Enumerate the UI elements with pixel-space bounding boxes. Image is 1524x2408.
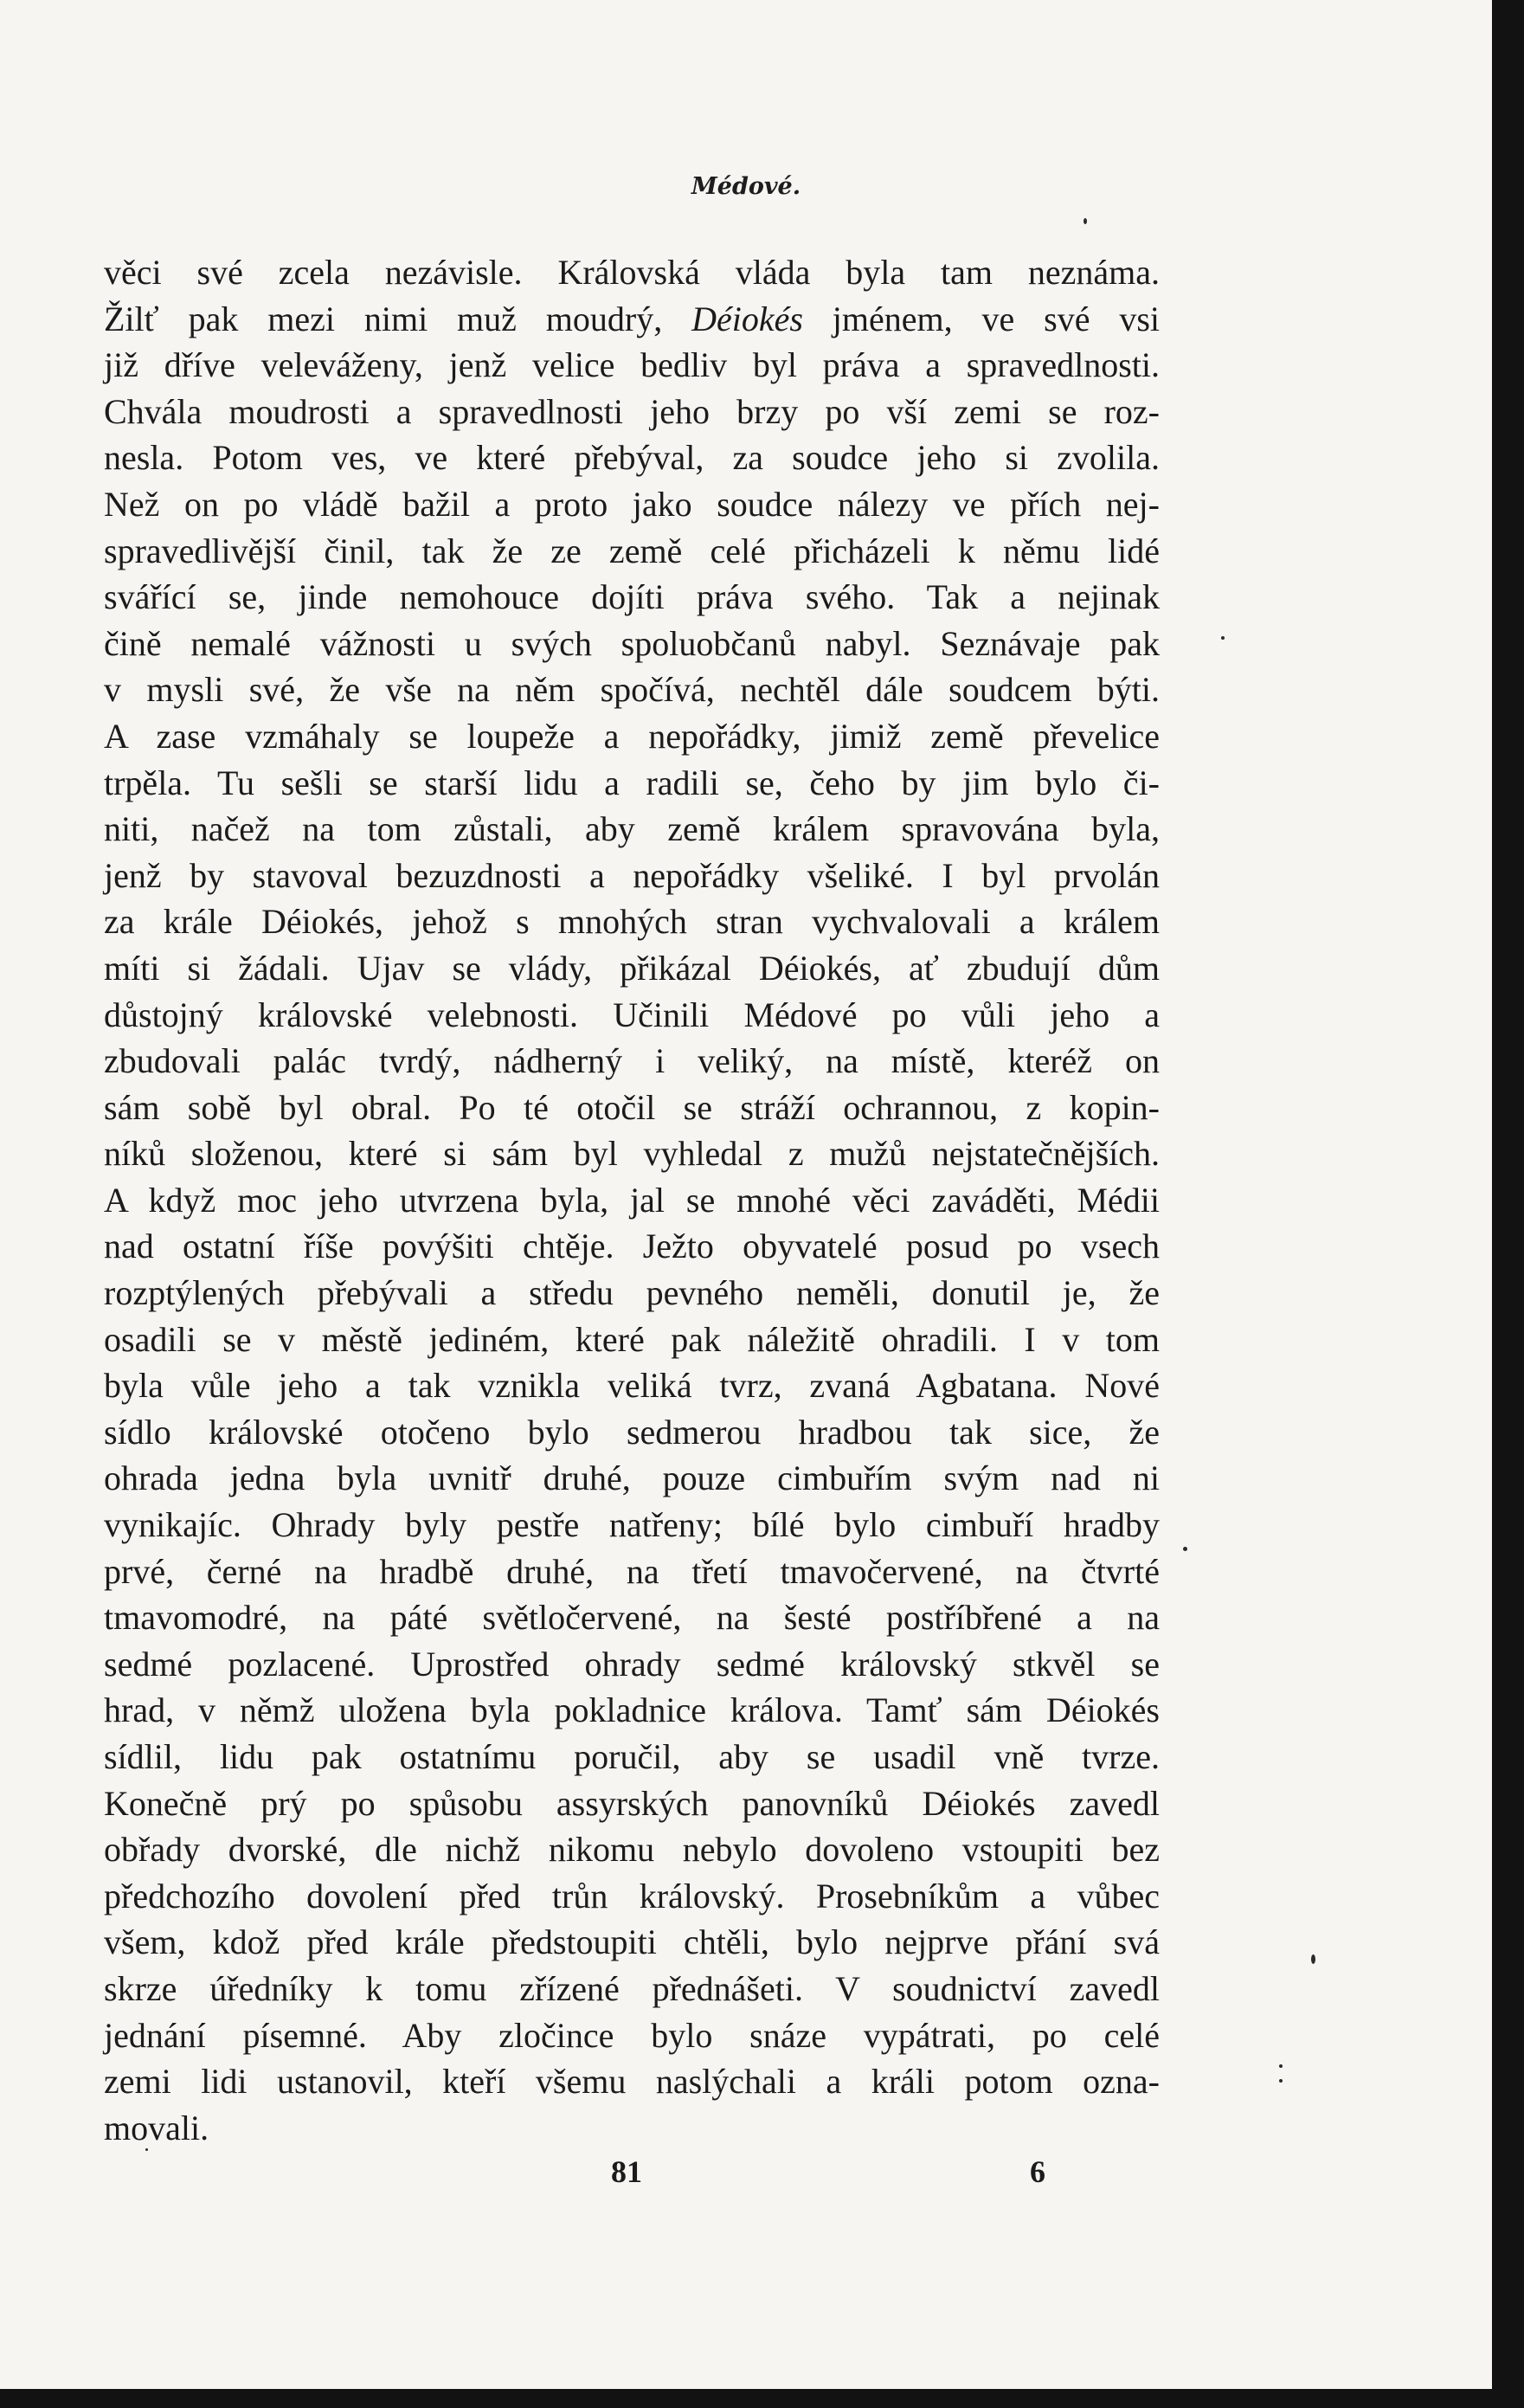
text-line: vynikajíc. Ohrady byly pestře natřeny; bílé bylo cimbuří hradby (104, 1505, 1160, 1545)
running-head: Médové. (691, 173, 801, 200)
ink-speck (145, 2148, 148, 2151)
text-line: jednání písemné. Aby zločince bylo snáze vypátrati, po celé (104, 2015, 1160, 2055)
text-line: obřady dvorské, dle nichž nikomu nebylo dovoleno vstoupiti bez (104, 1830, 1160, 1870)
text-line: všem, kdož před krále předstoupiti chtěli, bylo nejprve přání svá (104, 1922, 1160, 1962)
text-line: svářící se, jinde nemohouce dojíti práva svého. Tak a nejinak (104, 577, 1160, 617)
text-line: jenž by stavoval bezuzdnosti a nepořádky všeliké. I byl prvolán (104, 855, 1160, 895)
ink-speck (1084, 218, 1087, 224)
text-line: A zase vzmáhaly se loupeže a nepořádky, jimiž země převelice (104, 716, 1160, 756)
text-line: již dříve veleváženy, jenž velice bedliv byl práva a spravedlnosti. (104, 345, 1160, 385)
ink-speck (1221, 636, 1225, 640)
ink-speck (1183, 1547, 1187, 1551)
text-run: Žilť pak mezi nimi muž moudrý, (104, 299, 692, 338)
text-line: movali. (104, 2108, 209, 2147)
signature-mark: 6 (1030, 2154, 1045, 2189)
ink-speck (1279, 2079, 1283, 2083)
text-line: Než on po vládě bažil a proto jako soudce nálezy ve přích nej- (104, 484, 1160, 524)
text-line: Konečně prý po spůsobu assyrských panovníků Déiokés zavedl (104, 1783, 1160, 1823)
text-line: nad ostatní říše povýšiti chtěje. Ježto obyvatelé posud po vsech (104, 1227, 1160, 1266)
text-line: věci své zcela nezávisle. Královská vláda byla tam neznáma. (104, 253, 1160, 292)
scan-border-bottom (0, 2389, 1524, 2408)
text-line: Chvála moudrosti a spravedlnosti jeho brzy po vší zemi se roz- (104, 391, 1160, 431)
text-line: prvé, černé na hradbě druhé, na třetí tmavočervené, na čtvrté (104, 1551, 1160, 1591)
text-line: předchozího dovolení před trůn královský. Prosebníkům a vůbec (104, 1876, 1160, 1915)
text-line: míti si žádali. Ujav se vlády, přikázal Déiokés, ať zbudují dům (104, 948, 1160, 988)
text-line: v mysli své, že vše na něm spočívá, nechtěl dále soudcem býti. (104, 670, 1160, 710)
text-line: nesla. Potom ves, ve které přebýval, za soudce jeho si zvolila. (104, 438, 1160, 478)
italic-name: Déiokés (691, 299, 803, 338)
text-line: důstojný královské velebnosti. Učinili Médové po vůli jeho a (104, 995, 1160, 1034)
text-line: zemi lidi ustanovil, kteří všemu naslýchali a králi potom ozna- (104, 2062, 1160, 2102)
text-line: trpěla. Tu sešli se starší lidu a radili se, čeho by jim bylo či- (104, 763, 1160, 802)
ink-speck (1279, 2064, 1283, 2068)
text-line: osadili se v městě jediném, které pak náležitě ohradili. I v tom (104, 1319, 1160, 1359)
text-line: sídlo královské otočeno bylo sedmerou hradbou tak sice, že (104, 1412, 1160, 1452)
text-line: byla vůle jeho a tak vznikla veliká tvrz, zvaná Agbatana. Nové (104, 1366, 1160, 1406)
text-line: čině nemalé vážnosti u svých spoluobčanů nabyl. Seznávaje pak (104, 623, 1160, 663)
text-line: za krále Déiokés, jehož s mnohých stran vychvalovali a králem (104, 902, 1160, 942)
text-line: skrze úředníky k tomu zřízené přednášeti. V soudnictví zavedl (104, 1968, 1160, 2008)
text-line: sídlil, lidu pak ostatnímu poručil, aby se usadil vně tvrze. (104, 1737, 1160, 1776)
text-line: níků složenou, které si sám byl vyhledal z mužů nejstatečnějších. (104, 1134, 1160, 1174)
text-run: jménem, ve své vsi (802, 299, 1160, 338)
text-line: ohrada jedna byla uvnitř druhé, pouze cimbuřím svým nad ni (104, 1458, 1160, 1498)
text-line: hrad, v němž uložena byla pokladnice králova. Tamť sám Déiokés (104, 1690, 1160, 1730)
text-line: niti, načež na tom zůstali, aby země králem spravována byla, (104, 809, 1160, 849)
text-line: tmavomodré, na páté světločervené, na šesté postříbřené a na (104, 1598, 1160, 1638)
ink-speck (1311, 1954, 1315, 1964)
scan-border-right (1492, 0, 1524, 2408)
body-text (104, 249, 1160, 2151)
text-line: spravedlivější činil, tak že ze země celé přicházeli k němu lidé (104, 531, 1160, 570)
text-line: zbudovali palác tvrdý, nádherný i veliký, na místě, kteréž on (104, 1041, 1160, 1081)
text-line: rozptýlených přebývali a středu pevného neměli, donutil je, že (104, 1273, 1160, 1313)
text-line: sedmé pozlacené. Uprostřed ohrady sedmé královský stkvěl se (104, 1644, 1160, 1684)
text-line: sám sobě byl obral. Po té otočil se stráží ochrannou, z kopin- (104, 1087, 1160, 1127)
text-line: A když moc jeho utvrzena byla, jal se mnohé věci zaváděti, Médii (104, 1180, 1160, 1220)
text-line (104, 296, 1160, 343)
page-number: 81 (611, 2154, 642, 2189)
